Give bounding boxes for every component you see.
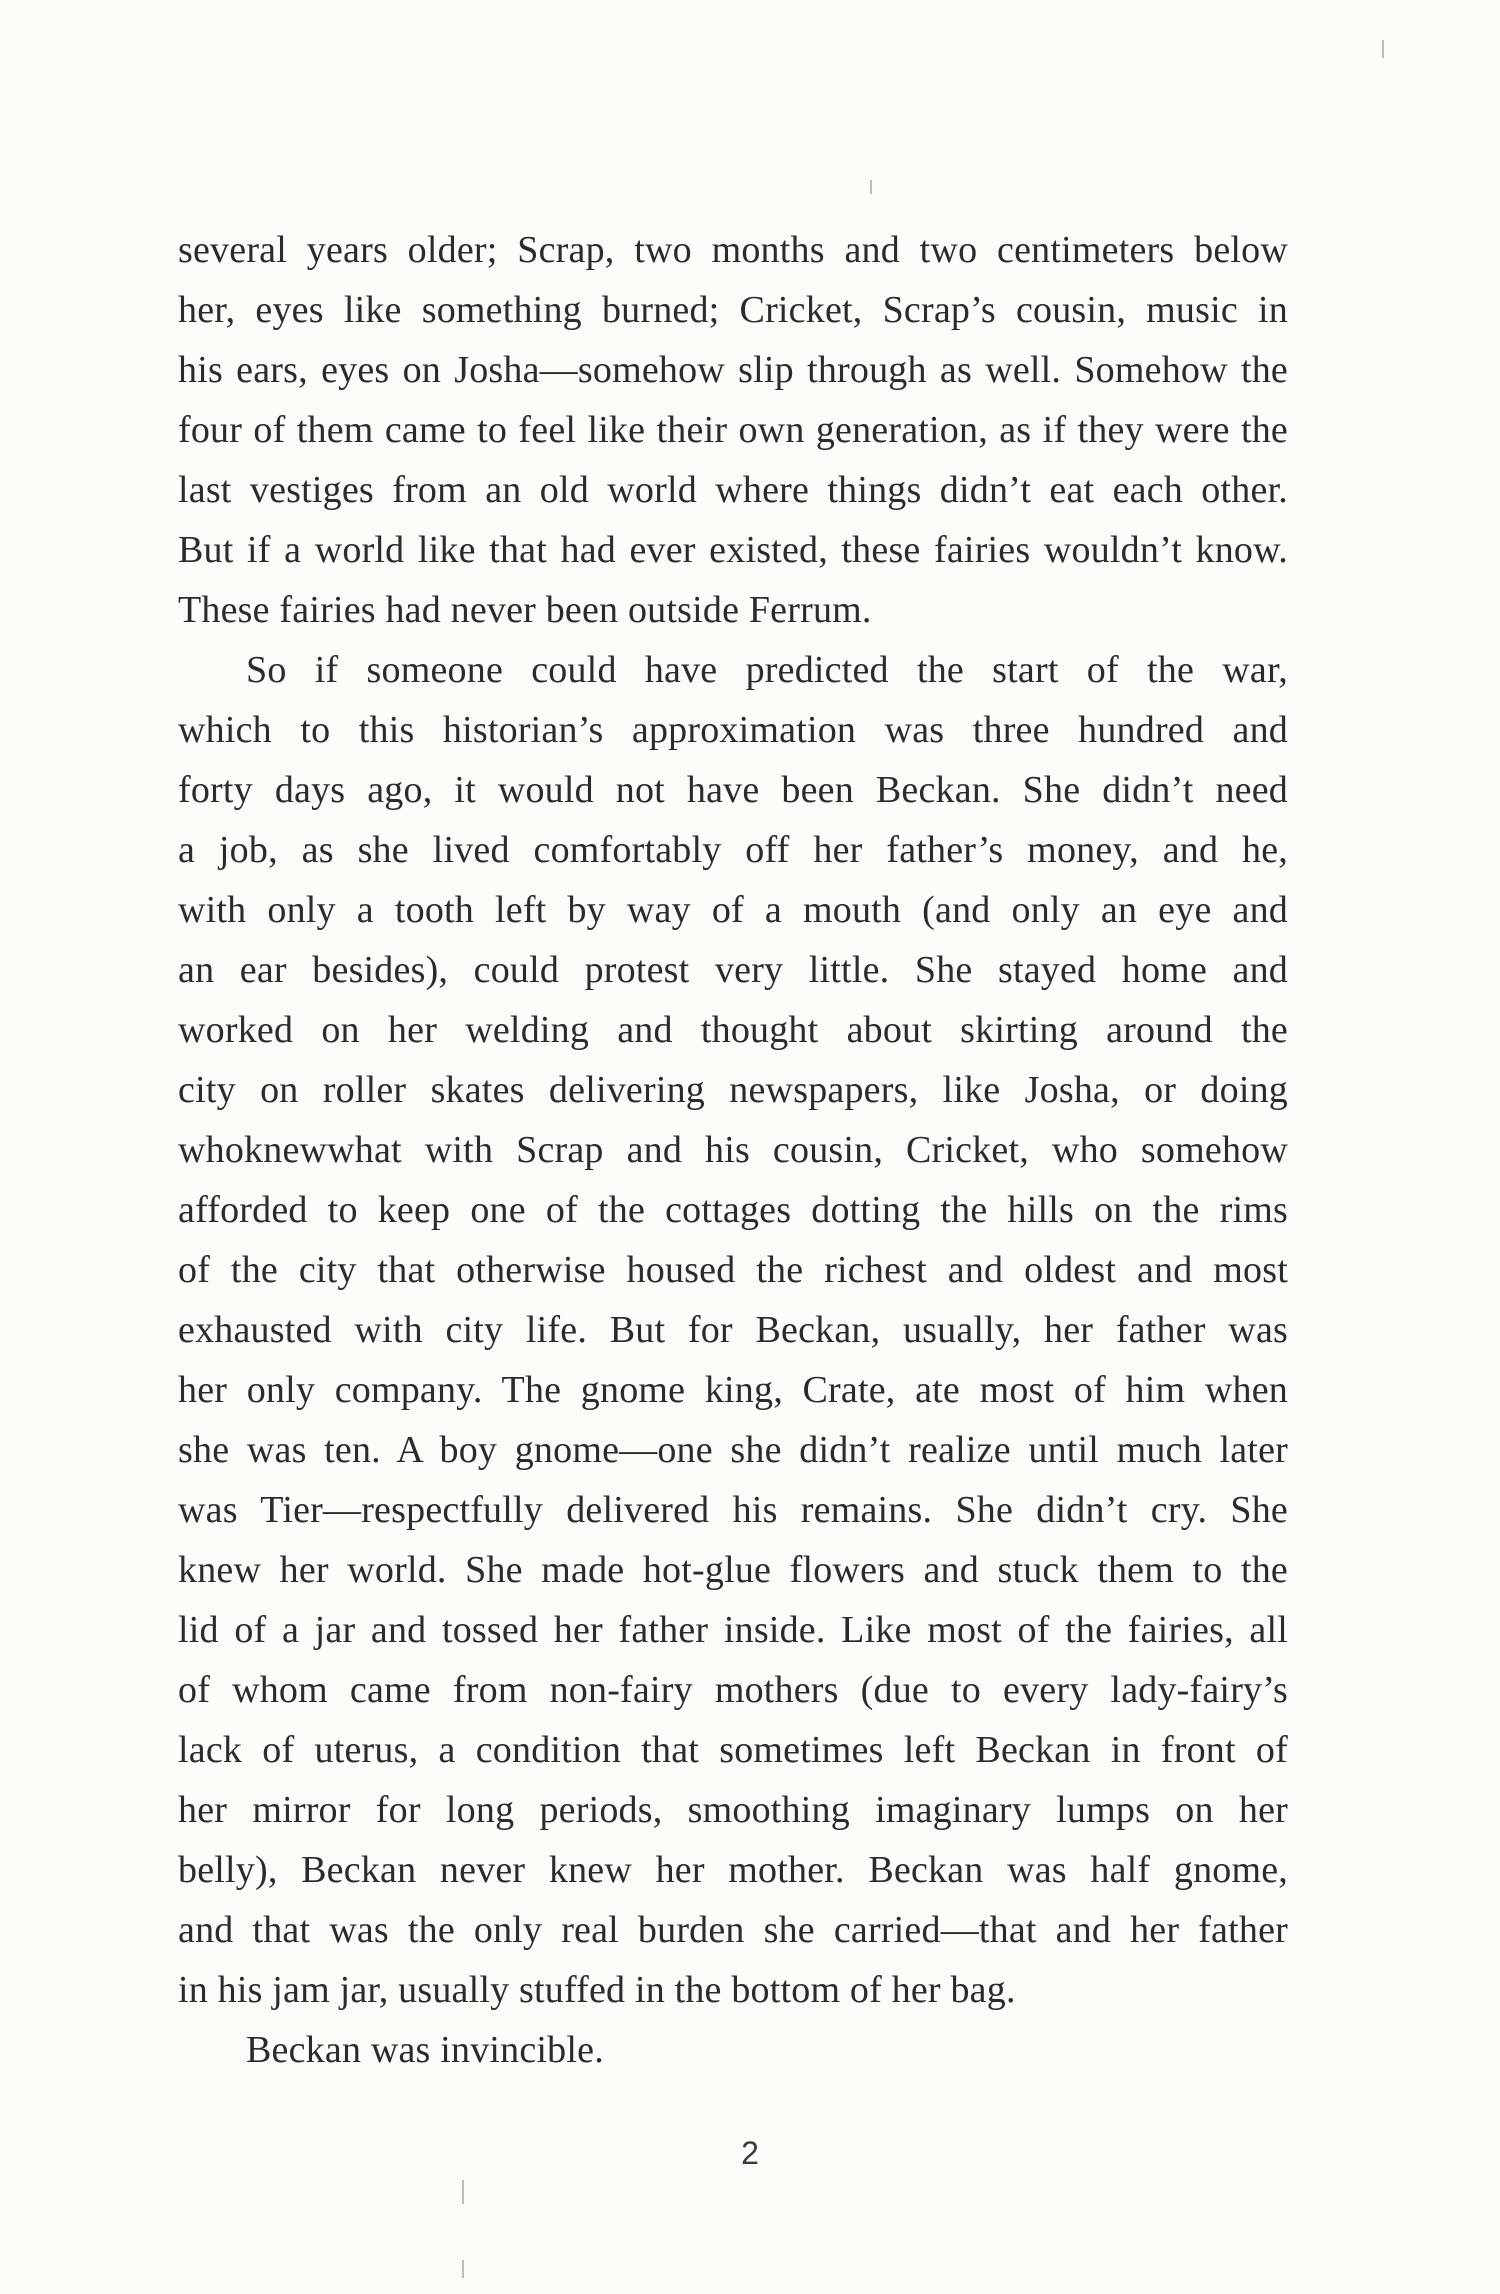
text-line: exhausted with city life. But for Beckan, usually, her father was [178, 1309, 1288, 1351]
text-line: of the city that otherwise housed the richest and oldest and most [178, 1249, 1288, 1291]
text-line: and that was the only real burden she carried—that and her father [178, 1909, 1288, 1951]
text-line: she was ten. A boy gnome—one she didn’t realize until much later [178, 1429, 1288, 1471]
text-line: last vestiges from an old world where things didn’t eat each other. [178, 469, 1288, 511]
text-line: forty days ago, it would not have been Beckan. She didn’t need [178, 769, 1288, 811]
page-number: 2 [741, 2135, 759, 2171]
paragraph [178, 220, 1288, 640]
paragraph [178, 2020, 1288, 2080]
text-line: in his jam jar, usually stuffed in the bottom of her bag. [178, 1969, 1016, 2011]
text-line: afforded to keep one of the cottages dotting the hills on the rims [178, 1189, 1288, 1231]
text-line: These fairies had never been outside Ferrum. [178, 589, 872, 631]
text-line: with only a tooth left by way of a mouth (and only an eye and [178, 889, 1288, 931]
paragraph [178, 640, 1288, 2020]
text-line: lid of a jar and tossed her father inside. Like most of the fairies, all [178, 1609, 1288, 1651]
text-line: an ear besides), could protest very little. She stayed home and [178, 949, 1288, 991]
text-line: belly), Beckan never knew her mother. Beckan was half gnome, [178, 1849, 1288, 1891]
text-line: four of them came to feel like their own generation, as if they were the [178, 409, 1288, 451]
scan-mark [870, 180, 872, 194]
text-line: his ears, eyes on Josha—somehow slip through as well. Somehow the [178, 349, 1288, 391]
text-line: her only company. The gnome king, Crate, ate most of him when [178, 1369, 1288, 1411]
text-line: whoknewwhat with Scrap and his cousin, Cricket, who somehow [178, 1129, 1288, 1171]
text-line: knew her world. She made hot-glue flowers and stuck them to the [178, 1549, 1288, 1591]
text-line: several years older; Scrap, two months and two centimeters below [178, 229, 1288, 271]
text-line: Beckan was invincible. [246, 2029, 604, 2071]
text-line: So if someone could have predicted the start of the war, [246, 649, 1288, 691]
text-line: of whom came from non-fairy mothers (due to every lady-fairy’s [178, 1669, 1288, 1711]
scan-mark [462, 2260, 464, 2278]
scan-mark [462, 2180, 464, 2204]
scan-mark [1382, 40, 1384, 58]
text-line: worked on her welding and thought about skirting around the [178, 1009, 1288, 1051]
text-line: city on roller skates delivering newspapers, like Josha, or doing [178, 1069, 1288, 1111]
text-line: which to this historian’s approximation was three hundred and [178, 709, 1288, 751]
body-text [178, 220, 1288, 2080]
text-line: her mirror for long periods, smoothing imaginary lumps on her [178, 1789, 1288, 1831]
text-line: was Tier—respectfully delivered his remains. She didn’t cry. She [178, 1489, 1288, 1531]
text-line: her, eyes like something burned; Cricket, Scrap’s cousin, music in [178, 289, 1288, 331]
text-line: lack of uterus, a condition that sometimes left Beckan in front of [178, 1729, 1288, 1771]
text-line: a job, as she lived comfortably off her father’s money, and he, [178, 829, 1288, 871]
text-line: But if a world like that had ever existed, these fairies wouldn’t know. [178, 529, 1288, 571]
